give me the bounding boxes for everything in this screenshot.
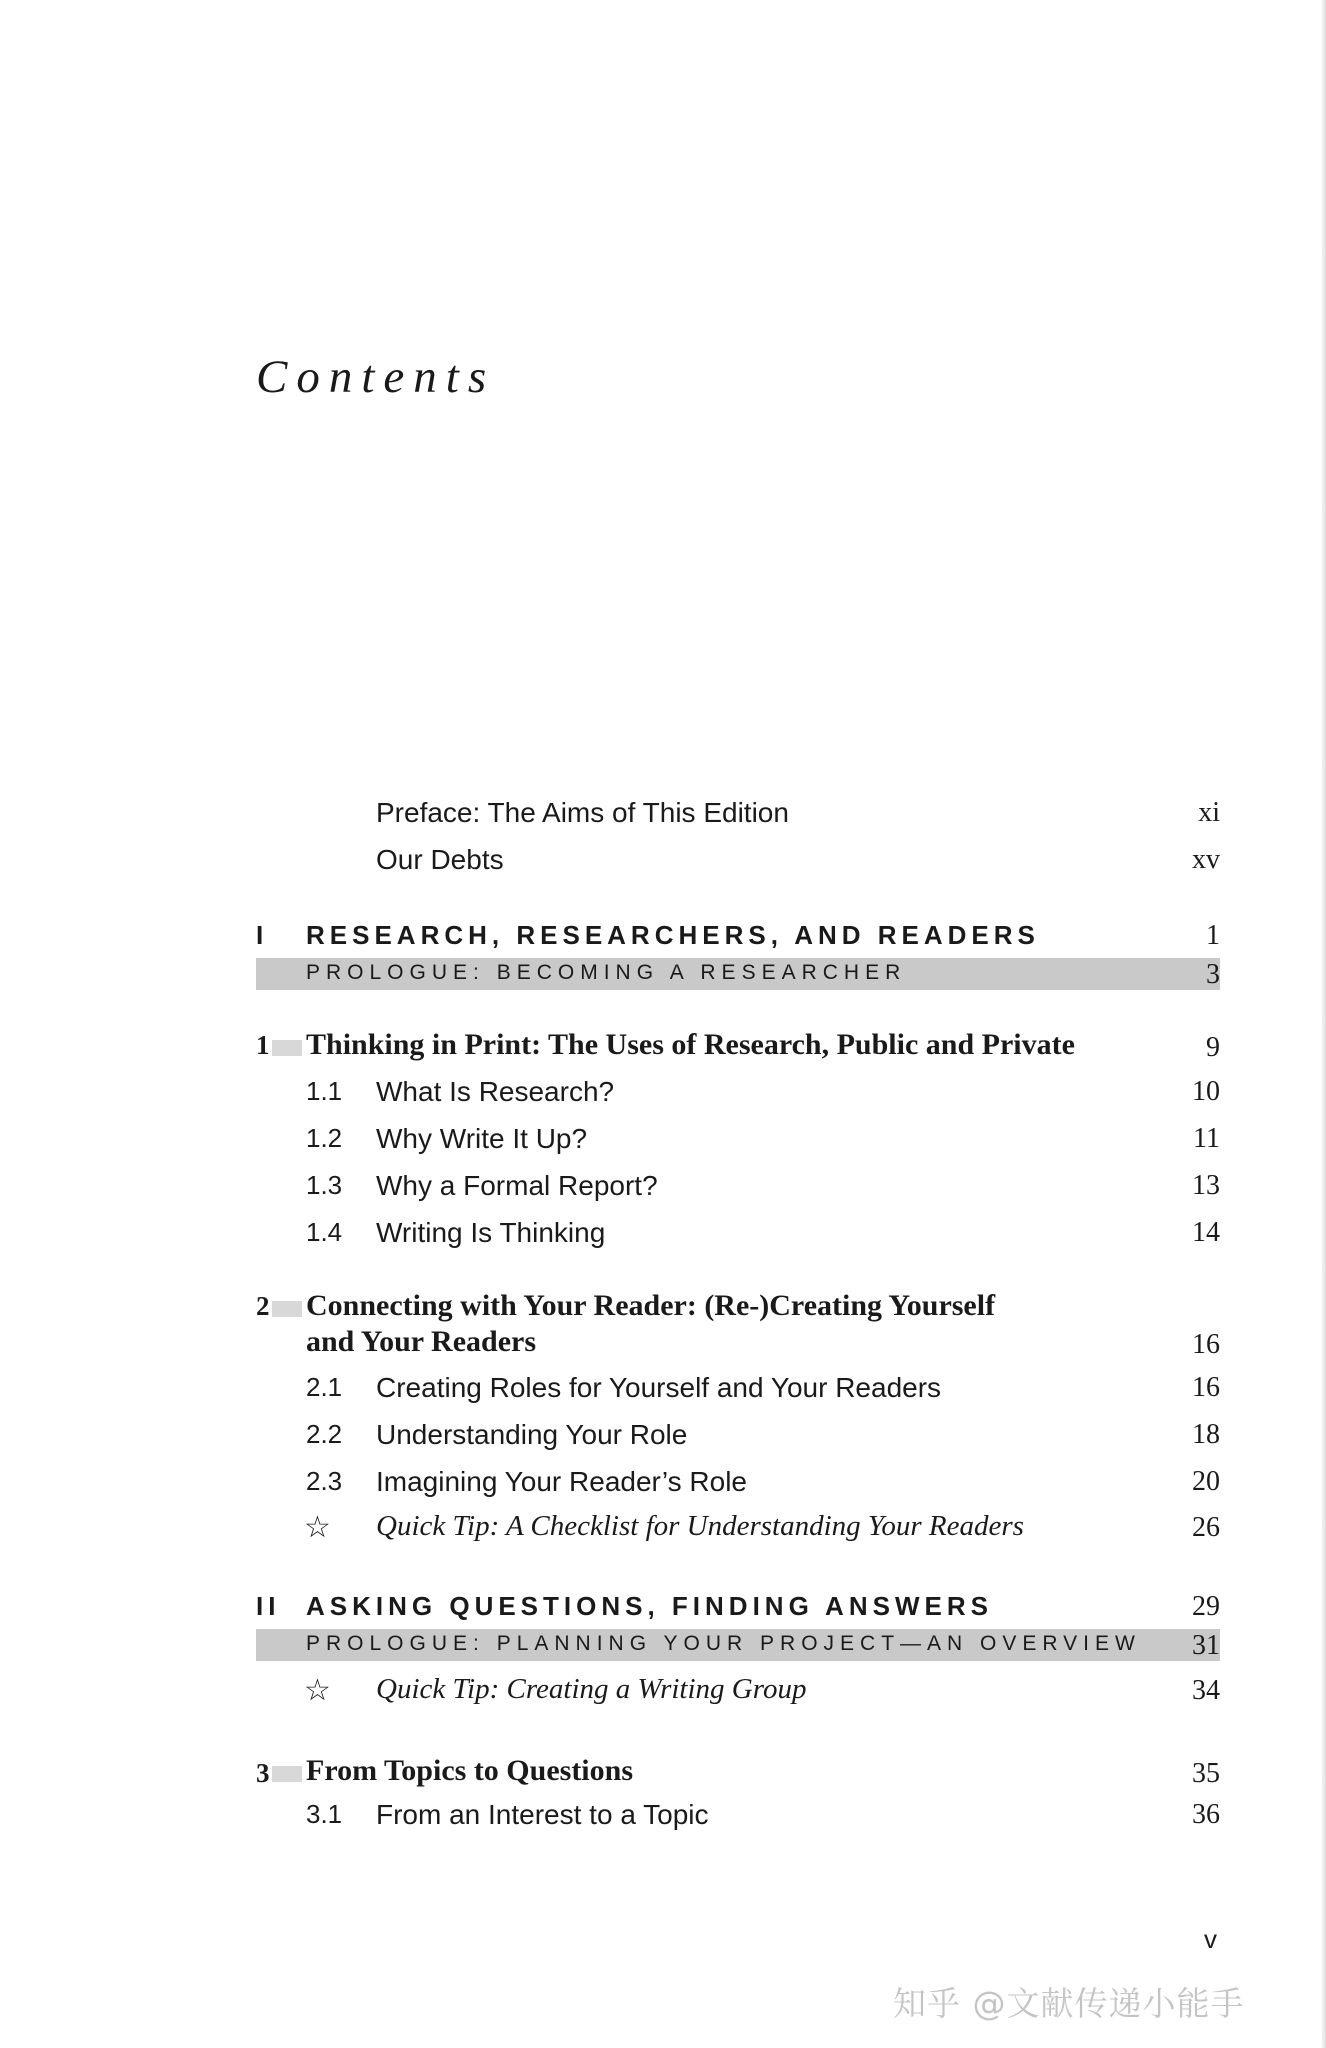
section-number: 1.3 <box>306 1170 343 1200</box>
prologue-title: PROLOGUE: PLANNING YOUR PROJECT—AN OVERVIEW <box>306 1632 1141 1655</box>
chapter-title-line-1: Connecting with Your Reader: (Re-)Creating Yourself <box>306 1289 996 1322</box>
quick-tip-page: 26 <box>1192 1512 1220 1543</box>
entry-title: Our Debts <box>376 844 504 875</box>
chapter-number: 3 <box>256 1758 270 1788</box>
section-title: From an Interest to a Topic <box>376 1799 709 1830</box>
part-numeral: II <box>256 1591 281 1621</box>
section-title: Imagining Your Reader’s Role <box>376 1466 747 1497</box>
chapter-page: 9 <box>1206 1032 1220 1063</box>
toc-chapter-2[interactable] <box>256 1289 1220 1369</box>
section-title: Writing Is Thinking <box>376 1217 606 1248</box>
part-numeral: I <box>256 920 269 950</box>
section-page: 20 <box>1192 1466 1220 1497</box>
section-title: Understanding Your Role <box>376 1419 688 1450</box>
section-title: Why a Formal Report? <box>376 1170 658 1201</box>
section-page: 13 <box>1192 1170 1220 1201</box>
chapter-page: 35 <box>1192 1758 1220 1789</box>
watermark: 知乎 @文献传递小能手 <box>893 1984 1245 2023</box>
entry-page: xi <box>1198 797 1220 828</box>
chapter-page: 16 <box>1192 1329 1220 1360</box>
star-icon: ☆ <box>304 1673 331 1708</box>
quick-tip-page: 34 <box>1192 1675 1220 1706</box>
page-title: Contents <box>256 351 496 403</box>
chapter-tab <box>272 1301 302 1317</box>
part-title: ASKING QUESTIONS, FINDING ANSWERS <box>306 1591 993 1621</box>
quick-tip-title: Quick Tip: Creating a Writing Group <box>376 1673 807 1705</box>
part-page: 29 <box>1192 1591 1220 1622</box>
section-number: 2.3 <box>306 1466 343 1496</box>
star-icon: ☆ <box>304 1510 331 1545</box>
chapter-number: 2 <box>256 1291 270 1321</box>
part-title: RESEARCH, RESEARCHERS, AND READERS <box>306 920 1040 950</box>
chapter-number: 1 <box>256 1030 270 1060</box>
chapter-title-line-2: and Your Readers <box>306 1325 537 1358</box>
chapter-title: From Topics to Questions <box>306 1754 633 1787</box>
section-page: 18 <box>1192 1419 1220 1450</box>
section-page: 36 <box>1192 1799 1220 1830</box>
section-number: 1.1 <box>306 1076 343 1106</box>
page-folio: v <box>1204 1924 1217 1954</box>
part-page: 1 <box>1206 920 1220 951</box>
entry-page: xv <box>1192 844 1220 875</box>
section-page: 11 <box>1193 1123 1220 1154</box>
section-page: 10 <box>1192 1076 1220 1107</box>
section-title: Why Write It Up? <box>376 1123 588 1154</box>
entry-title: Preface: The Aims of This Edition <box>376 797 789 828</box>
section-number: 1.4 <box>306 1217 343 1247</box>
section-number: 2.1 <box>306 1372 343 1402</box>
section-page: 16 <box>1192 1372 1220 1403</box>
section-number: 2.2 <box>306 1419 343 1449</box>
section-title: What Is Research? <box>376 1076 615 1107</box>
chapter-tab <box>272 1040 302 1056</box>
prologue-page: 31 <box>1192 1630 1220 1661</box>
section-page: 14 <box>1192 1217 1220 1248</box>
chapter-title: Thinking in Print: The Uses of Research, Public and Private <box>306 1028 1075 1061</box>
prologue-page: 3 <box>1206 959 1220 990</box>
prologue-title: PROLOGUE: BECOMING A RESEARCHER <box>306 961 907 984</box>
quick-tip-title: Quick Tip: A Checklist for Understanding Your Readers <box>376 1510 1024 1542</box>
section-number: 1.2 <box>306 1123 343 1153</box>
section-title: Creating Roles for Yourself and Your Readers <box>376 1372 942 1403</box>
chapter-tab <box>272 1766 302 1782</box>
section-number: 3.1 <box>306 1799 343 1829</box>
